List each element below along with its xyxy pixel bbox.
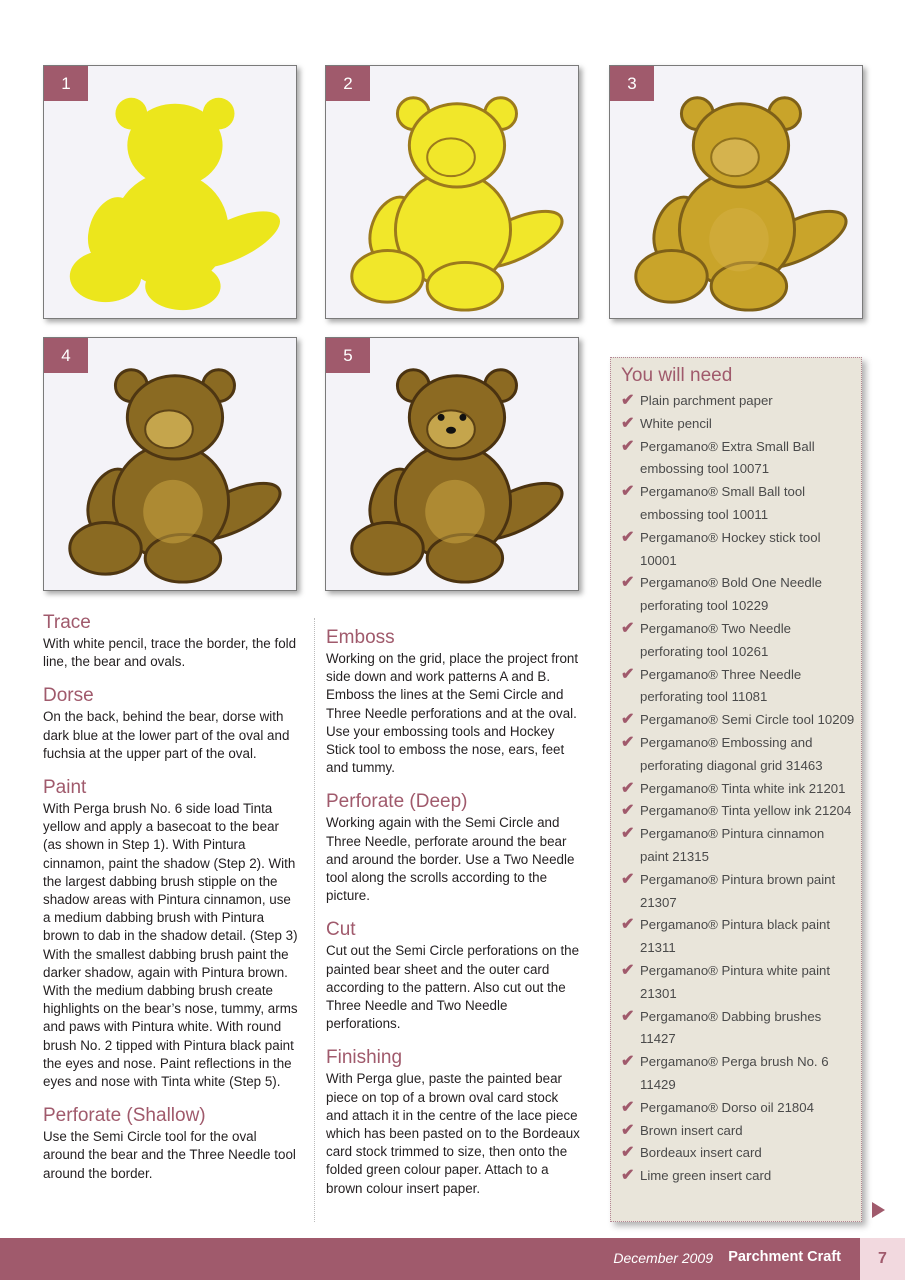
materials-list-item-label: Pergamano® Small Ball tool embossing tool 10011 — [640, 484, 806, 522]
you-will-need-title: You will need — [621, 365, 733, 386]
materials-list-item — [621, 778, 855, 801]
materials-list-item-label: Pergamano® Pintura white paint 21301 — [640, 962, 831, 1001]
materials-list-item — [621, 1165, 855, 1188]
bear-tummy — [425, 480, 485, 543]
materials-list-item — [621, 527, 855, 573]
section-heading-emboss: Emboss — [326, 627, 395, 648]
materials-list-item — [621, 413, 855, 436]
materials-list-item-label: Pergamano® Dabbing brushes 11427 — [640, 1008, 822, 1047]
materials-list-item-label: Pergamano® Tinta yellow ink 21204 — [640, 803, 852, 819]
check-icon: ✔ — [621, 733, 635, 751]
check-icon: ✔ — [621, 414, 635, 432]
check-icon: ✔ — [621, 392, 635, 409]
materials-list-item-label: Pergamano® Three Needle perforating tool 11081 — [640, 666, 802, 705]
step-number: 4 — [44, 338, 88, 373]
section-text-cut: Cut out the Semi Circle perforations on the painted bear sheet and the outer card according to the pattern. Also cut out the Three Needle and Two Needle perforations. — [326, 943, 580, 1032]
step-number: 1 — [44, 66, 88, 101]
teddy-bear-illustration — [610, 66, 862, 318]
column-divider — [314, 618, 315, 1222]
materials-list-item — [621, 709, 855, 732]
materials-list-item — [621, 1051, 855, 1097]
step-3-image — [609, 65, 863, 319]
teddy-bear-illustration — [44, 338, 296, 590]
bear-leg — [427, 262, 502, 310]
check-icon: ✔ — [621, 916, 635, 934]
bear-group — [352, 370, 570, 582]
materials-list-item-label: Pergamano® Hockey stick tool 10001 — [640, 529, 821, 568]
materials-list-item-label: Pergamano® Extra Small Ball embossing tool 10071 — [640, 438, 815, 477]
step-number: 5 — [326, 338, 370, 373]
check-icon: ✔ — [621, 1144, 635, 1162]
materials-list-item — [621, 1120, 855, 1143]
step-2-image — [325, 65, 579, 319]
section-text-paint: With Perga brush No. 6 side load Tinta yellow and apply a basecoat to the bear (as shown in Step 1). With Pintura cinnamon, paint the shadow (Step 2). With the largest dabbing brush stipple on the shadow areas with Pintura cinnamon, use a medium dabbing brush with Pintura brown to dab in the shadow detail. (Step 3) With the smallest dabbing brush paint the darker shadow, again with Pintura brown. With the medium dabbing brush create highlights on the bear’s nose, tummy, arms and paws with Pintura white. With round brush No. 2 tipped with Pintura black paint the eyes and nose. Paint reflections in the eyes and nose with Tinta white (Step 5). — [43, 801, 298, 1090]
teddy-bear-illustration — [44, 66, 296, 318]
bear-muzzle — [145, 410, 193, 448]
bear-leg — [711, 262, 786, 310]
materials-list-item — [621, 823, 855, 869]
materials-list-item-label: Pergamano® Semi Circle tool 10209 — [640, 712, 855, 728]
materials-list-item — [621, 664, 855, 710]
check-icon: ✔ — [621, 779, 635, 797]
check-icon: ✔ — [621, 574, 635, 592]
materials-list-item-label: White pencil — [640, 415, 712, 431]
instructions-column-middle — [326, 627, 584, 1212]
materials-list-item — [621, 914, 855, 960]
bear-muzzle — [711, 138, 759, 176]
materials-list-item — [621, 732, 855, 778]
materials-list-item — [621, 1142, 855, 1165]
check-icon: ✔ — [621, 528, 635, 546]
bear-nose — [446, 427, 456, 434]
section-heading-finishing: Finishing — [326, 1047, 403, 1069]
materials-list-item — [621, 960, 855, 1006]
section-text-dorse: On the back, behind the bear, dorse with dark blue at the lower part of the oval and fuchsia at the upper part of the oval. — [43, 709, 290, 761]
materials-list-item — [621, 481, 855, 527]
step-5-image — [325, 337, 579, 591]
materials-list-item-label: Pergamano® Pintura black paint 21311 — [640, 917, 831, 956]
materials-list-item — [621, 390, 855, 413]
teddy-bear-illustration — [326, 66, 578, 318]
materials-list-item-label: Pergamano® Pintura cinnamon paint 21315 — [640, 826, 825, 864]
section-heading-dorse: Dorse — [43, 685, 94, 707]
materials-list-item-label: Lime green insert card — [640, 1168, 772, 1184]
section-heading-paint: Paint — [43, 777, 87, 799]
check-icon: ✔ — [621, 825, 635, 843]
check-icon: ✔ — [621, 1098, 635, 1116]
materials-list-item-label: Plain parchment paper — [640, 393, 773, 408]
bear-leg — [427, 534, 502, 582]
materials-list-item-label: Pergamano® Dorso oil 21804 — [640, 1099, 814, 1115]
materials-list-item — [621, 1097, 855, 1120]
magazine-name: Parchment Craft — [728, 1249, 841, 1265]
materials-list-item-label: Pergamano® Two Needle perforating tool 10261 — [640, 620, 791, 659]
section-text-emboss: Working on the grid, place the project front side down and work patterns A and B. Emboss the lines at the Semi Circle and Three Needle perforations and at the oval. Use your embossing tools and Hockey Stick tool to emboss the nose, ears, feet and tummy. — [326, 651, 579, 776]
section-heading-trace: Trace — [43, 612, 91, 633]
step-4-image — [43, 337, 297, 591]
bear-leg — [70, 251, 141, 303]
bear-eye — [438, 414, 445, 421]
materials-list — [621, 390, 855, 1188]
bear-eye — [459, 414, 466, 421]
next-page-arrow-icon — [872, 1202, 885, 1218]
check-icon: ✔ — [621, 1053, 635, 1071]
check-icon: ✔ — [621, 1167, 635, 1185]
bear-muzzle — [427, 138, 475, 176]
issue-date: December 2009 — [613, 1250, 713, 1266]
check-icon: ✔ — [621, 619, 635, 637]
check-icon: ✔ — [621, 961, 635, 979]
step-1-image — [43, 65, 297, 319]
bear-leg — [636, 251, 707, 303]
step-number: 3 — [610, 66, 654, 101]
check-icon: ✔ — [621, 802, 635, 820]
section-text-trace: With white pencil, trace the border, the fold line, the bear and ovals. — [43, 636, 297, 670]
check-icon: ✔ — [621, 870, 635, 888]
materials-list-item-label: Pergamano® Embossing and perforating diagonal grid 31463 — [640, 734, 823, 773]
materials-list-item-label: Pergamano® Bold One Needle perforating tool 10229 — [640, 575, 822, 614]
step-number: 2 — [326, 66, 370, 101]
section-text-perforate-deep: Working again with the Semi Circle and Three Needle, perforate around the bear and around the border. Use a Two Needle tool along the scrolls according to the picture. — [326, 815, 575, 904]
section-heading-perforate-shallow: Perforate (Shallow) — [43, 1105, 206, 1127]
section-heading-cut: Cut — [326, 919, 356, 941]
bear-group — [636, 98, 854, 310]
materials-list-item-label: Brown insert card — [640, 1122, 743, 1138]
bear-head — [127, 104, 222, 187]
check-icon: ✔ — [621, 1007, 635, 1025]
materials-list-item — [621, 800, 855, 823]
instructions-column-left — [43, 612, 301, 1197]
teddy-bear-illustration — [326, 338, 578, 590]
materials-list-item — [621, 618, 855, 664]
check-icon: ✔ — [621, 483, 635, 501]
materials-list-item — [621, 572, 855, 618]
bear-tummy — [143, 480, 203, 543]
bear-leg — [145, 534, 220, 582]
materials-list-item-label: Bordeaux insert card — [640, 1145, 762, 1161]
check-icon: ✔ — [621, 711, 635, 729]
materials-list-item — [621, 1006, 855, 1052]
bear-tummy — [709, 208, 769, 271]
bear-group — [352, 98, 570, 310]
you-will-need-box — [610, 357, 862, 1222]
bear-leg — [70, 523, 141, 575]
page-number: 7 — [860, 1238, 905, 1280]
materials-list-item-label: Pergamano® Tinta white ink 21201 — [640, 780, 846, 796]
materials-list-item — [621, 436, 855, 482]
check-icon: ✔ — [621, 1121, 635, 1139]
bear-group — [70, 98, 288, 310]
bear-leg — [145, 262, 220, 310]
section-text-finishing: With Perga glue, paste the painted bear piece on top of a brown oval card stock and attach it in the centre of the lace piece which has been pasted on to the Bordeaux card stock trimmed to size, then onto the folded green colour paper. Attach to a brown colour insert paper. — [326, 1071, 580, 1196]
check-icon: ✔ — [621, 665, 635, 683]
section-text-perforate-shallow: Use the Semi Circle tool for the oval around the bear and the Three Needle tool around the border. — [43, 1129, 296, 1181]
materials-list-item-label: Pergamano® Perga brush No. 6 11429 — [640, 1054, 829, 1092]
materials-list-item — [621, 869, 855, 915]
bear-group — [70, 370, 288, 582]
bear-leg — [352, 523, 423, 575]
check-icon: ✔ — [621, 437, 635, 455]
bear-leg — [352, 251, 423, 303]
page-footer — [0, 1238, 905, 1280]
materials-list-item-label: Pergamano® Pintura brown paint 21307 — [640, 871, 836, 910]
section-heading-perforate-deep: Perforate (Deep) — [326, 791, 468, 813]
